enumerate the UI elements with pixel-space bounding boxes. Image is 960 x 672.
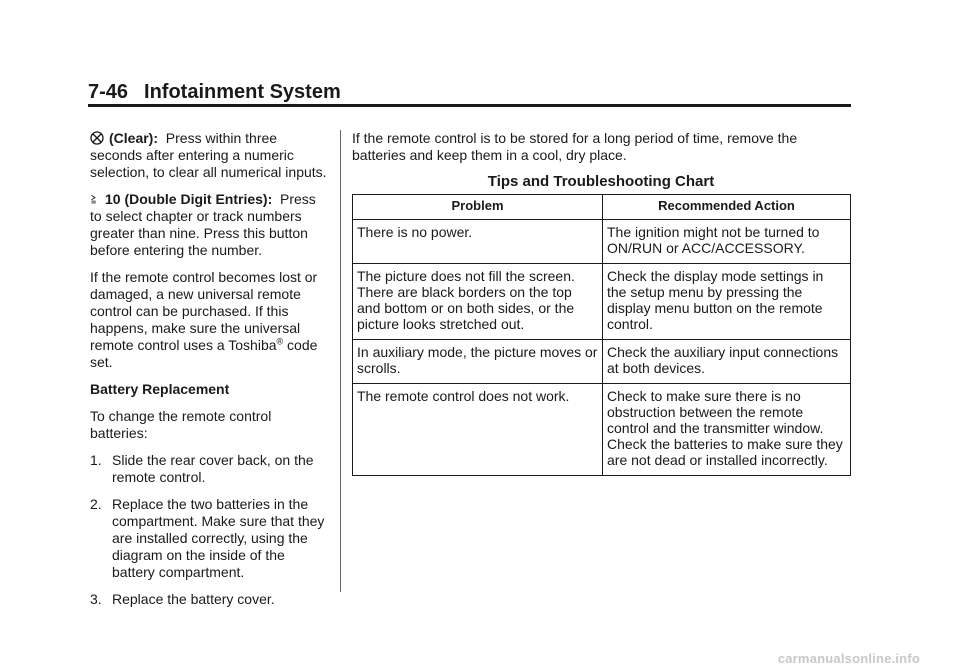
action-cell: Check the display mode settings in the setup menu by pressing the display menu button on the remote control. [603, 264, 851, 340]
battery-steps [90, 452, 330, 608]
double-digit-entry [90, 191, 330, 259]
column-divider [340, 130, 341, 592]
registered-mark: ® [276, 336, 284, 347]
step-text: Replace the battery cover. [112, 591, 275, 607]
clear-label: (Clear): [109, 130, 159, 146]
action-cell: Check to make sure there is no obstruction between the remote control and the transmitter window. Check the batteries to make sure they are not dead or installed incorrectly. [603, 384, 851, 476]
watermark: carmanualsonline.info [777, 651, 920, 666]
lost-remote-paragraph [90, 269, 330, 371]
problem-cell: There is no power. [353, 220, 603, 264]
table-row [353, 220, 851, 264]
storage-note: If the remote control is to be stored for a long period of time, remove the batteries and keep them in a cool, dry place. [352, 130, 798, 163]
step-number: 2. [90, 496, 102, 512]
step-number: 1. [90, 452, 102, 468]
left-column [90, 130, 330, 618]
lost-remote-text-after: code set. [90, 337, 318, 370]
column-header-action: Recommended Action [603, 195, 851, 220]
lost-remote-text: If the remote control becomes lost or damaged, a new universal remote control can be purchased. If this happens, make sure the universal remote control uses a Toshiba [90, 269, 318, 353]
troubleshooting-table [352, 194, 851, 476]
battery-intro: To change the remote control batteries: [90, 408, 272, 441]
table-row [353, 264, 851, 340]
step-text: Replace the two batteries in the compartment. Make sure that they are installed correctly, using the diagram on the inside of the battery compartment. [112, 496, 325, 580]
step-item [90, 591, 330, 608]
table-header-row [353, 195, 851, 220]
clear-text: Press within three seconds after entering a numeric selection, to clear all numerical inputs. [90, 130, 327, 180]
double-digit-icon [90, 192, 100, 206]
double-digit-text: Press to select chapter or track numbers greater than nine. Press this button before entering the number. [90, 191, 316, 258]
column-header-problem: Problem [353, 195, 603, 220]
action-cell: Check the auxiliary input connections at both devices. [603, 340, 851, 384]
problem-cell: The remote control does not work. [353, 384, 603, 476]
clear-x-icon [90, 131, 104, 145]
page-number: 7-46 [88, 81, 129, 103]
step-number: 3. [90, 591, 102, 607]
step-item [90, 452, 330, 486]
step-text: Slide the rear cover back, on the remote control. [112, 452, 314, 485]
page-header [88, 81, 341, 104]
header-rule [88, 104, 851, 107]
section-title: Infotainment System [144, 81, 341, 103]
battery-heading: Battery Replacement [90, 381, 230, 397]
problem-cell: In auxiliary mode, the picture moves or scrolls. [353, 340, 603, 384]
problem-cell: The picture does not fill the screen. There are black borders on the top and bottom or on both sides, or the picture looks stretched out. [353, 264, 603, 340]
table-row [353, 384, 851, 476]
right-column [352, 130, 852, 476]
double-digit-label: 10 (Double Digit Entries): [105, 191, 273, 207]
table-row [353, 340, 851, 384]
step-item [90, 496, 330, 581]
chart-title: Tips and Troubleshooting Chart [487, 173, 715, 190]
action-cell: The ignition might not be turned to ON/RUN or ACC/ACCESSORY. [603, 220, 851, 264]
clear-entry [90, 130, 330, 181]
